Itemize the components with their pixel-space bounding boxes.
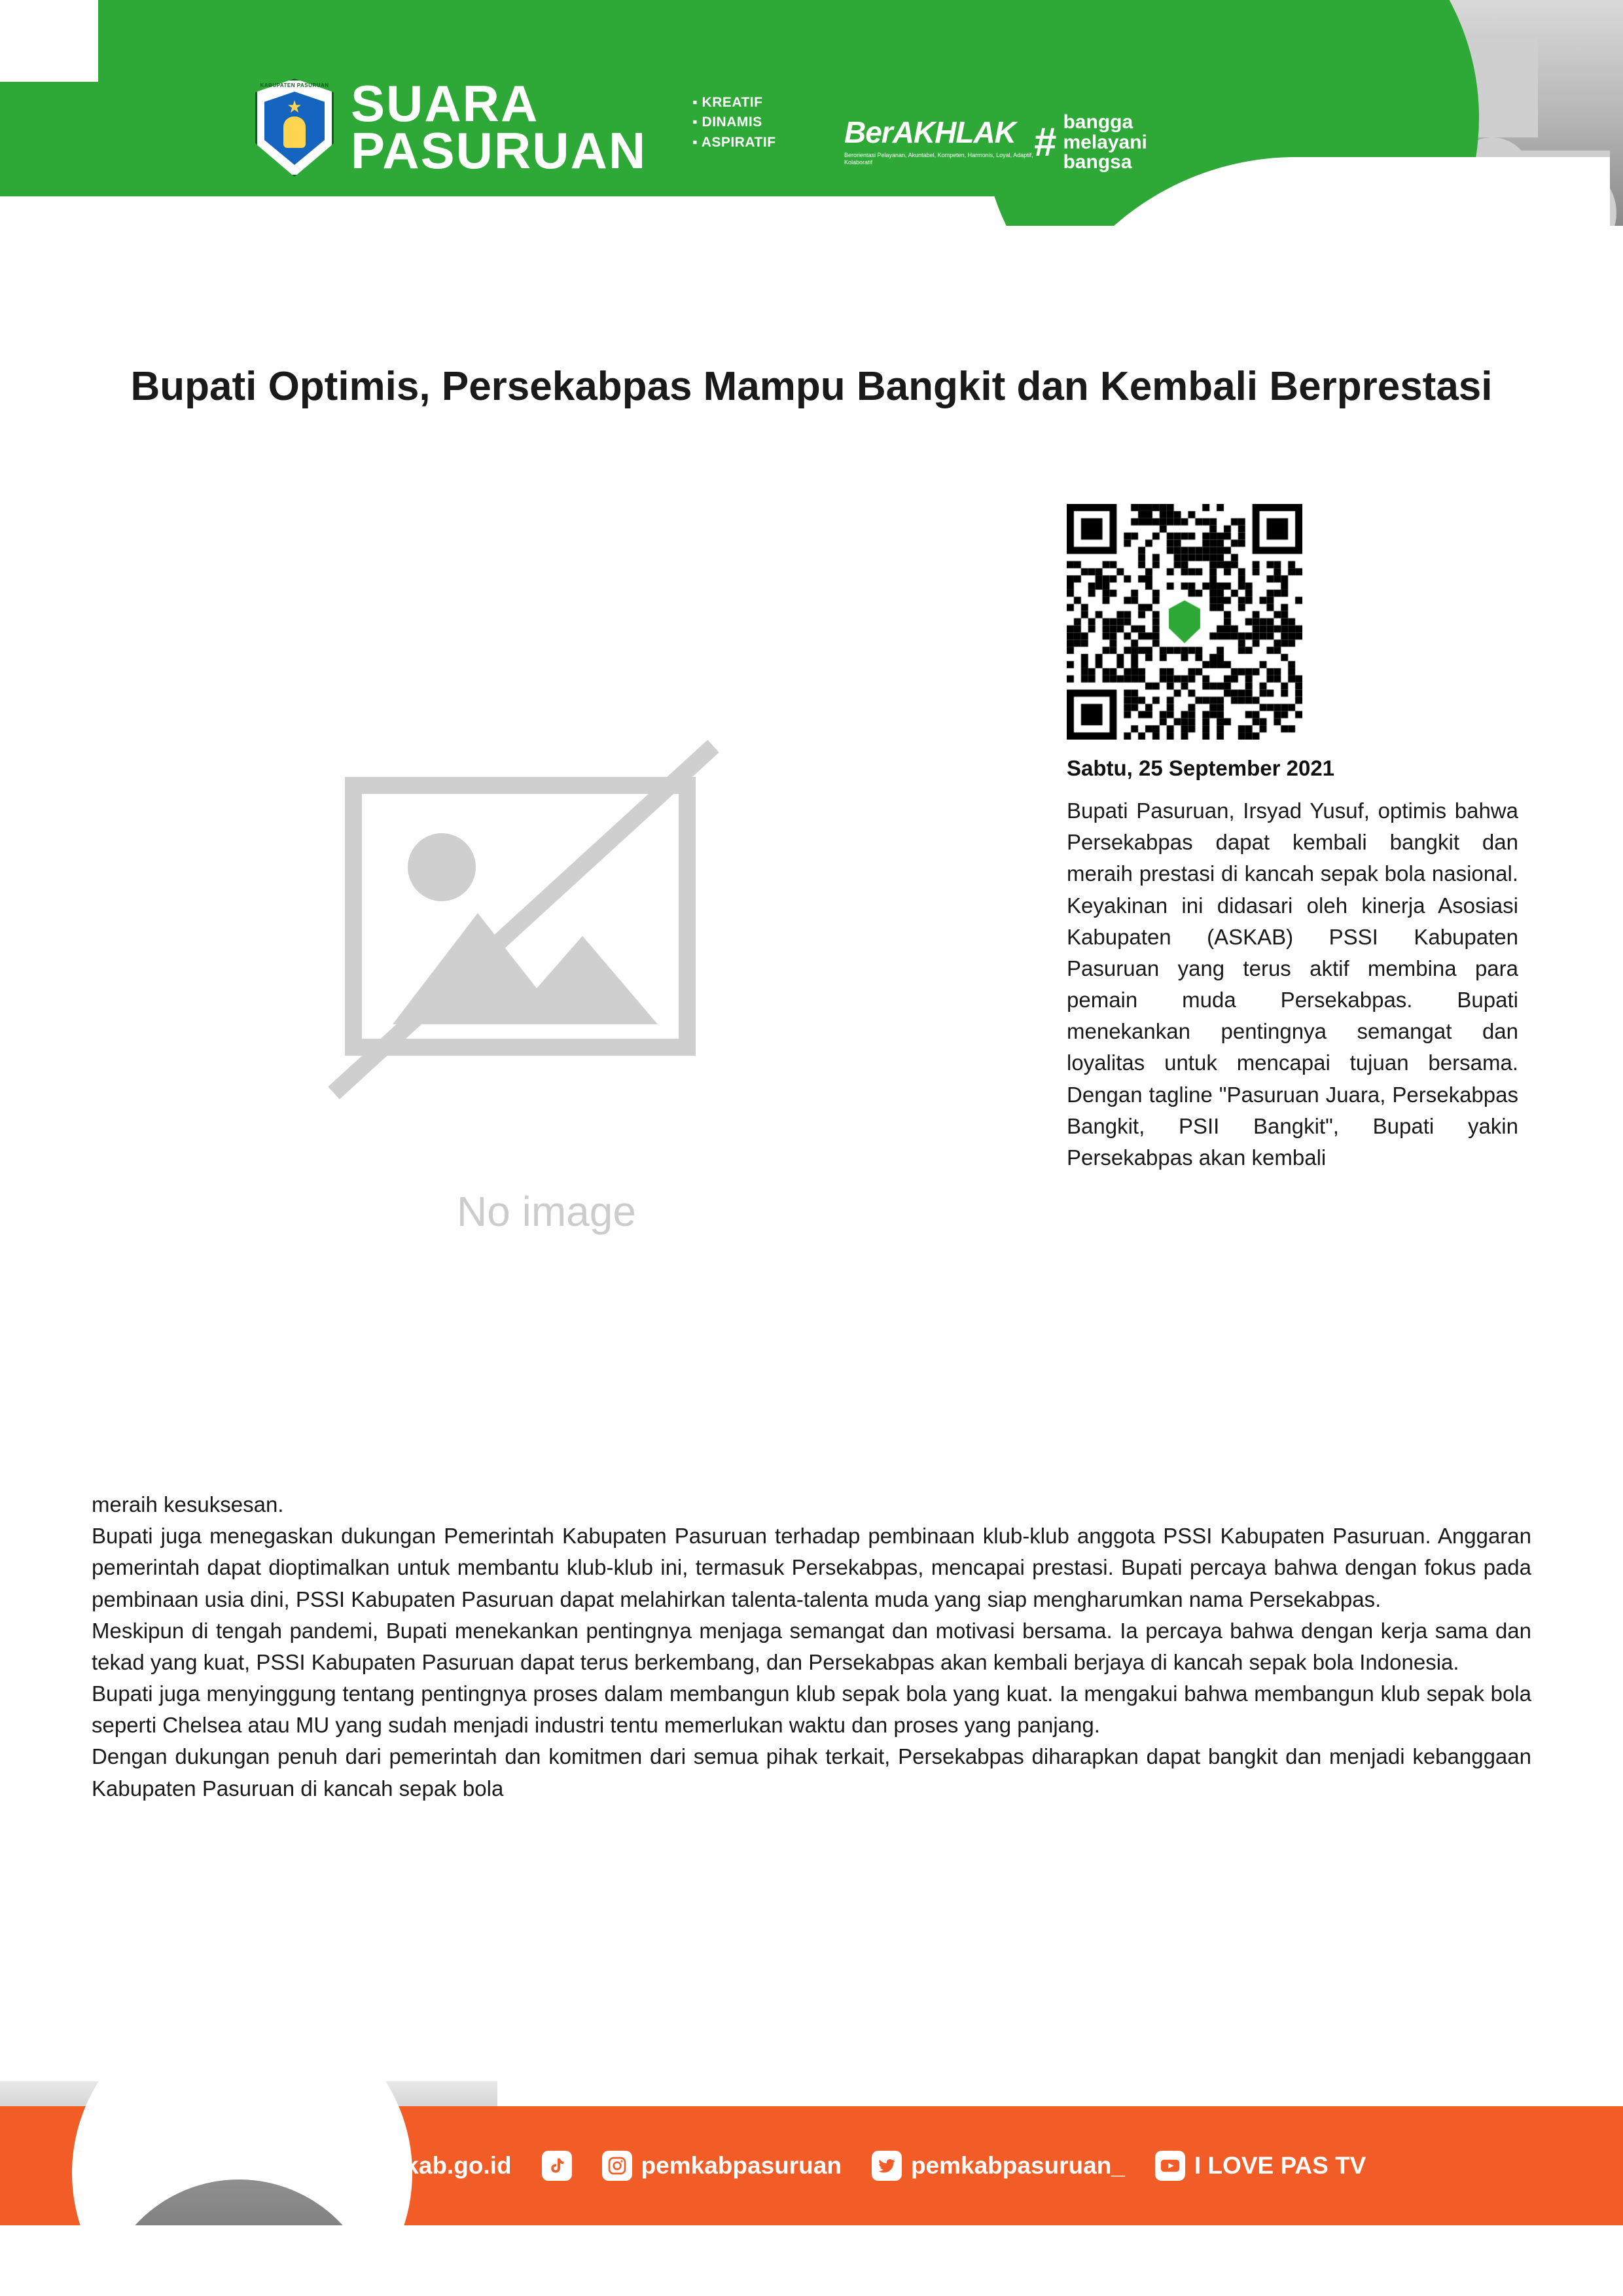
- footer-instagram-label: pemkabpasuruan: [641, 2152, 842, 2179]
- instagram-icon: [602, 2151, 632, 2181]
- article-image-placeholder: [281, 726, 812, 1250]
- article-paragraph-3: Bupati juga menyinggung tentang pentingnya proses dalam membangun klub sepak bola yang kuat. Ia mengakui bahwa membangun klub sepak bola seperti Chelsea atau MU yang sudah menjadi industri tentu memerlukan waktu dan proses yang panjang.: [92, 1681, 1531, 1738]
- brand-taglines: [666, 93, 776, 152]
- footer-social-bar: [0, 2106, 1623, 2225]
- qr-code-canvas: [1067, 504, 1302, 740]
- berakhlak-logo: [844, 115, 1041, 167]
- header-bottom-white: [0, 226, 1623, 301]
- page-title: Bupati Optimis, Persekabpas Mampu Bangkit dan Kembali Berprestasi: [130, 363, 1493, 409]
- page-footer: [0, 2081, 1623, 2296]
- footer-youtube[interactable]: [1155, 2151, 1366, 2181]
- article-paragraph-1: Bupati juga menegaskan dukungan Pemerintah Kabupaten Pasuruan terhadap pembinaan klub-klub anggota PSSI Kabupaten Pasuruan. Anggaran pemerintah dapat dioptimalkan untuk membantu klub-klub ini, termasuk Persekabpas, mencapai prestasi. Bupati percaya bahwa dengan fokus pada pembinaan usia dini, PSSI Kabupaten Pasuruan dapat melahirkan talenta-talenta muda yang siap mengharumkan nama Persekabpas.: [92, 1524, 1531, 1611]
- footer-website-label: pasuruankab.go.id: [296, 2152, 512, 2179]
- no-image-label: No image: [457, 1188, 636, 1235]
- tagline-item-2: ▪ ASPIRATIF: [692, 133, 776, 152]
- brand-line-1: SUARA: [351, 75, 539, 133]
- footer-bottom-white: [0, 2225, 1623, 2296]
- footer-twitter-label: pemkabpasuruan_: [910, 2152, 1125, 2179]
- footer-instagram[interactable]: [602, 2151, 842, 2181]
- youtube-icon: [1155, 2151, 1185, 2181]
- twitter-icon: [872, 2151, 902, 2181]
- brand-lockup: [255, 75, 776, 179]
- tagline-item-0: ▪ KREATIF: [692, 93, 776, 113]
- tagline-item-1: ▪ DINAMIS: [692, 113, 776, 132]
- article-date: Sabtu, 25 September 2021: [1067, 756, 1335, 780]
- footer-twitter[interactable]: [872, 2151, 1125, 2181]
- article-paragraph-2: Meskipun di tengah pandemi, Bupati menekankan pentingnya menjaga semangat dan motivasi bersama. Ia percaya bahwa dengan kerja sama dan tekad yang kuat, PSSI Kabupaten Pasuruan dapat terus berkembang, dan Persekabpas akan kembali berjaya di kancah sepak bola Indonesia.: [92, 1618, 1531, 1674]
- article-lead-paragraph: Bupati Pasuruan, Irsyad Yusuf, optimis bahwa Persekabpas dapat kembali bangkit dan meraih prestasi di kancah sepak bola nasional. Keyakinan ini didasari oleh kinerja Asosiasi Kabupaten (ASKAB) PSSI Kabupaten Pasuruan yang terus aktif membina para pemain muda Persekabpas. Bupati menekankan pentingnya semangat dan loyalitas untuk mencapai tujuan bersama. Dengan tagline "Pasuruan Juara, Persekabpas Bangkit, PSII Bangkit", Bupati yakin Persekabpas akan kembali: [1067, 798, 1518, 1170]
- brand-title: [351, 75, 647, 179]
- footer-website[interactable]: [257, 2151, 512, 2181]
- bangga-line-1: bangga: [1063, 111, 1133, 133]
- bangga-melayani-bangsa-logo: [1034, 113, 1147, 173]
- article-paragraph-4: Dengan dukungan penuh dari pemerintah dan komitmen dari semua pihak terkait, Persekabpas diharapkan dapat bangkit dan menjadi kebanggaan Kabupaten Pasuruan di kancah sepak bola: [92, 1744, 1531, 1801]
- hash-icon: #: [1034, 120, 1057, 166]
- berakhlak-title: BerAKHLAK: [844, 115, 1016, 149]
- bangga-line-3: bangsa: [1063, 151, 1132, 173]
- qr-code[interactable]: [1067, 504, 1302, 740]
- article-body: [92, 1489, 1531, 1804]
- tiktok-icon: [542, 2151, 572, 2181]
- berakhlak-subtitle: Berorientasi Pelayanan, Akuntabel, Kompeten, Harmonis, Loyal, Adaptif, Kolaboratif: [844, 152, 1033, 166]
- header-corner-white: [0, 0, 98, 82]
- kabupaten-pasuruan-emblem-icon: KABUPATEN PASURUAN ★: [255, 79, 334, 177]
- footer-tiktok[interactable]: [542, 2151, 572, 2181]
- footer-youtube-label: I LOVE PAS TV: [1194, 2152, 1366, 2179]
- page-header: [0, 0, 1623, 301]
- article-paragraph-0: meraih kesuksesan.: [92, 1492, 284, 1516]
- emblem-caption: KABUPATEN PASURUAN: [260, 82, 329, 88]
- brand-line-2: PASURUAN: [351, 122, 647, 179]
- bangga-line-2: melayani: [1063, 131, 1147, 153]
- globe-icon: [257, 2151, 287, 2181]
